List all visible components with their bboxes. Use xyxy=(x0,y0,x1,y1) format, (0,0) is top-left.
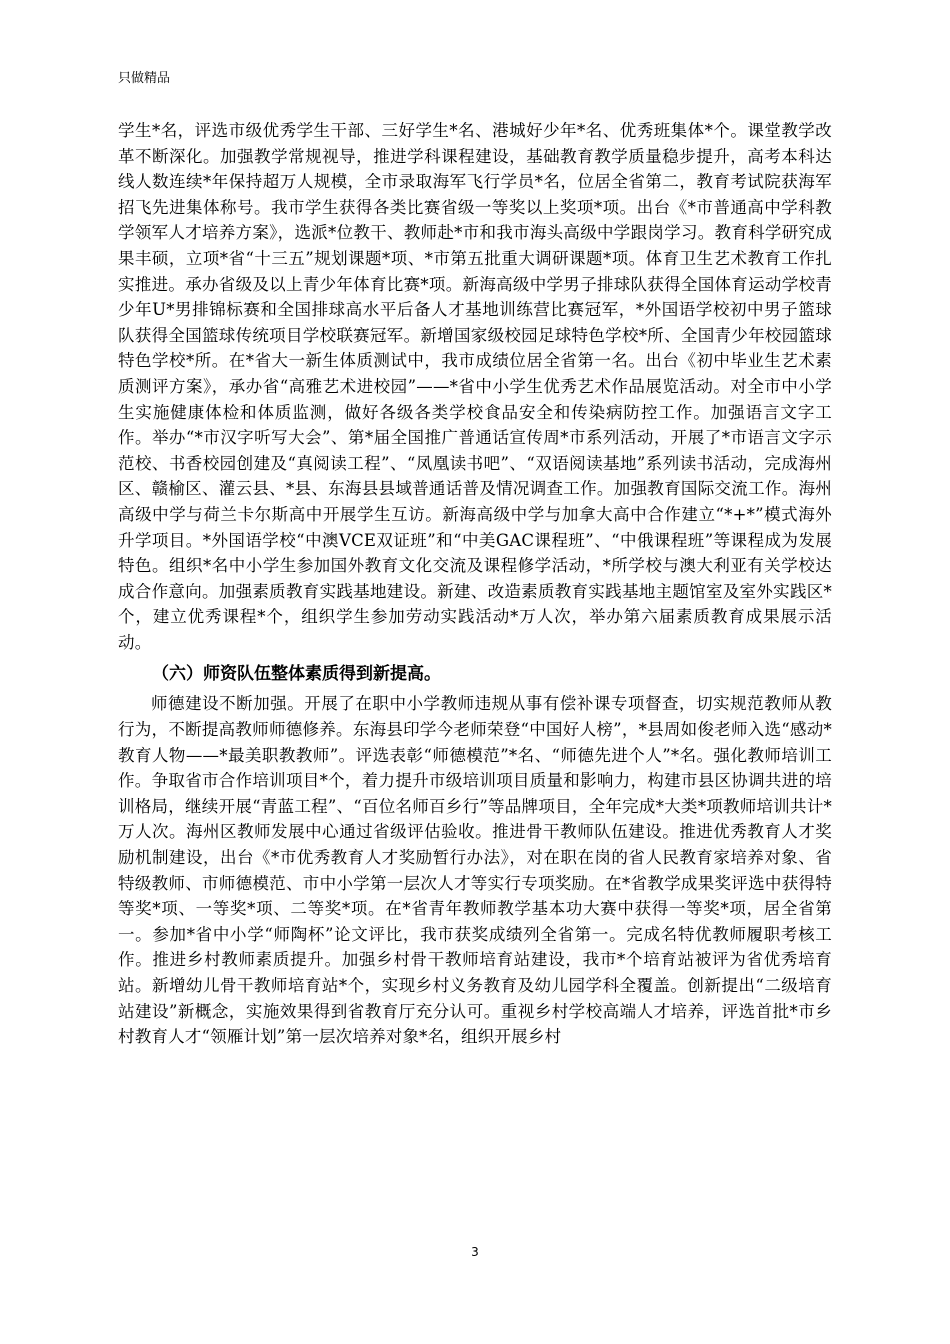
body-paragraph: 学生*名，评选市级优秀学生干部、三好学生*名、港城好少年*名、优秀班集体*个。课堂教学改革不断深化。加强教学常规视导，推进学科课程建设，基础教育教学质量稳步提升，高考本科达线人数连续*年保持超万人规模，全市录取海军飞行学员*名，位居全省第二，教育考试院获海军招飞先进集体称号。我市学生获得各类比赛省级一等奖以上奖项*项。出台《*市普通高中学科教学领军人才培养方案》，选派*位教干、教师赴*市和我市海头高级中学跟岗学习。教育科学研究成果丰硕，立项*省“十三五”规划课题*项、*市第五批重大调研课题*项。体育卫生艺术教育工作扎实推进。承办省级及以上青少年体育比赛*项。新海高级中学男子排球队获得全国体育运动学校青少年U*男排锦标赛和全国排球高水平后备人才基地训练营比赛冠军，*外国语学校初中男子篮球队获得全国篮球传统项目学校联赛冠军。新增国家级校园足球特色学校*所、全国青少年校园篮球特色学校*所。在*省大一新生体质测试中，我市成绩位居全省第一名。出台《初中毕业生艺术素质测评方案》，承办省“高雅艺术进校园”——*省中小学生优秀艺术作品展览活动。对全市中小学生实施健康体检和体质监测，做好各级各类学校食品安全和传染病防控工作。加强语言文字工作。举办“*市汉字听写大会”、第*届全国推广普通话宣传周*市系列活动，开展了*市语言文字示范校、书香校园创建及“真阅读工程”、“凤凰读书吧”、“双语阅读基地”系列读书活动，完成海州区、赣榆区、灌云县、*县、东海县县域普通话普及情况调查工作。加强教育国际交流工作。海州高级中学与荷兰卡尔斯高中开展学生互访。新海高级中学与加拿大高中合作建立“*+*”模式海外升学项目。*外国语学校“中澳VCE双证班”和“中美GAC课程班”、“中俄课程班”等课程成为发展特色。组织*名中小学生参加国外教育文化交流及课程修学活动，*所学校与澳大利亚有关学校达成合作意向。加强素质教育实践基地建设。新建、改造素质教育实践基地主题馆室及室外实践区*个，建立优秀课程*个，组织学生参加劳动实践活动*万人次，举办第六届素质教育成果展示活动。 xyxy=(118,121,832,652)
header-watermark-text: 只做精品 xyxy=(118,71,171,86)
page-number: 3 xyxy=(471,1245,479,1259)
body-paragraph: 师德建设不断加强。开展了在职中小学教师违规从事有偿补课专项督查，切实规范教师从教行为，不断提高教师师德修养。东海县印学今老师荣登“中国好人榜”，*县周如俊老师入选“感动*教育人物——*最美职教教师”。评选表彰“师德模范”*名、“师德先进个人”*名。强化教师培训工作。争取省市合作培训项目*个，着力提升市级培训项目质量和影响力，构建市县区协调共进的培训格局，继续开展“青蓝工程”、“百位名师百乡行”等品牌项目，全年完成*大类*项教师培训共计*万人次。海州区教师发展中心通过省级评估验收。推进骨干教师队伍建设。推进优秀教育人才奖励机制建设，出台《*市优秀教育人才奖励暂行办法》，对在职在岗的省人民教育家培养对象、省特级教师、市师德模范、市中小学第一层次人才等实行专项奖励。在*省教学成果奖评选中获得特等奖*项、一等奖*项、二等奖*项。在*省青年教师教学基本功大赛中获得一等奖*项，居全省第一。参加*省中小学“师陶杯”论文评比，我市获奖成绩列全省第一。完成名特优教师履职考核工作。推进乡村教师素质提升。加强乡村骨干教师培育站建设，我市*个培育站被评为省优秀培育站。新增幼儿骨干教师培育站*个，实现乡村义务教育及幼儿园学科全覆盖。创新提出“二级培育站建设”新概念，实施效果得到省教育厅充分认可。重视乡村学校高端人才培养，评选首批*市乡村教育人才“领雁计划”第一层次培养对象*名，组织开展乡村 xyxy=(118,694,832,1047)
section-heading: （六）师资队伍整体素质得到新提高。 xyxy=(152,664,441,685)
document-body xyxy=(118,118,832,1050)
